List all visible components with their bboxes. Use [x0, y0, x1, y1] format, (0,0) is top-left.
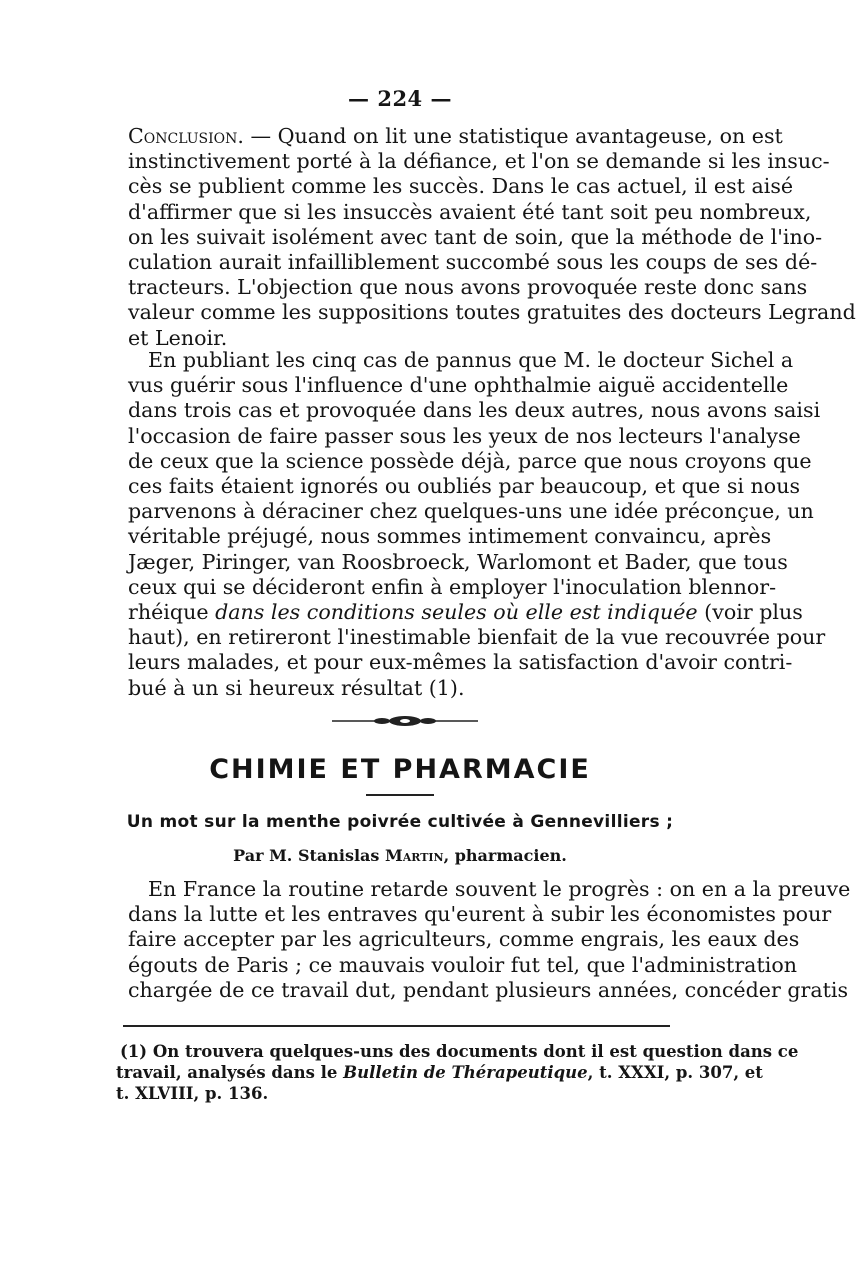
paragraph-line: dans trois cas et provoquée dans les deux autres, nous avons saisi — [128, 398, 821, 423]
pannus-paragraph — [128, 348, 826, 701]
paragraph-line: parvenons à déraciner chez quelques-uns une idée préconçue, un — [128, 499, 814, 524]
author-name: Martin — [385, 846, 444, 865]
paragraph-line: Conclusion. — Quand on lit une statistique avantageuse, on est — [128, 124, 783, 148]
paragraph-line: bué à un si heureux résultat (1). — [128, 675, 465, 700]
journal-title: Bulletin de Thérapeutique — [343, 1063, 588, 1082]
paragraph-line: chargée de ce travail dut, pendant plusieurs années, concéder gratis — [128, 977, 849, 1002]
paragraph-line: de ceux que la science possède déjà, parce que nous croyons que — [128, 448, 812, 473]
paragraph-line: rhéique dans les conditions seules où elle est indiquée (voir plus — [128, 600, 803, 625]
paragraph-line: culation aurait infailliblement succombé sous les coups de ses dé- — [128, 250, 818, 275]
article-title: Un mot sur la menthe poivrée cultivée à Gennevilliers ; — [126, 812, 674, 832]
paragraph-line: instinctivement porté à la défiance, et l'on se demande si les insuc- — [128, 149, 830, 174]
footnote — [116, 1041, 799, 1104]
italic-phrase: dans les conditions seules où elle est indiquée — [215, 600, 698, 625]
conclusion-paragraph — [128, 124, 856, 351]
footnote-divider — [123, 1025, 670, 1027]
paragraph-line: En publiant les cinq cas de pannus que M. le docteur Sichel a — [148, 348, 794, 372]
paragraph-line: valeur comme les suppositions toutes gratuites des docteurs Legrand — [128, 300, 856, 325]
paragraph-line: égouts de Paris ; ce mauvais vouloir fut tel, que l'administration — [128, 952, 797, 977]
menthe-paragraph — [128, 877, 851, 1003]
paragraph-line: l'occasion de faire passer sous les yeux de nos lecteurs l'analyse — [128, 423, 801, 448]
paragraph-line: ceux qui se décideront enfin à employer l'inoculation blennor- — [128, 574, 777, 599]
paragraph-line: ces faits étaient ignorés ou oubliés par beaucoup, et que si nous — [128, 474, 801, 499]
page-number: — 224 — — [348, 86, 452, 111]
paragraph-line: on les suivait isolément avec tant de soin, que la méthode de l'ino- — [128, 224, 823, 249]
conclusion-heading: Conclusion. — [128, 124, 244, 148]
footnote-line: t. XLVIII, p. 136. — [116, 1084, 269, 1103]
paragraph-line: et Lenoir. — [128, 325, 228, 350]
section-title: CHIMIE ET PHARMACIE — [209, 754, 591, 785]
paragraph-line: cès se publient comme les succès. Dans le cas actuel, il est aisé — [128, 174, 794, 199]
paragraph-line: véritable préjugé, nous sommes intimement convaincu, après — [128, 524, 772, 549]
paragraph-line: vus guérir sous l'influence d'une ophthalmie aiguë accidentelle — [128, 373, 789, 398]
paragraph-line: Jæger, Piringer, van Roosbroeck, Warlomont et Bader, que tous — [128, 549, 788, 574]
paragraph-line: leurs malades, et pour eux-mêmes la satisfaction d'avoir contri- — [128, 650, 793, 675]
paragraph-line: tracteurs. L'objection que nous avons provoquée reste donc sans — [128, 275, 808, 300]
footnote-line: (1) On trouvera quelques-uns des documents dont il est question dans ce — [120, 1042, 799, 1061]
paragraph-line: faire accepter par les agriculteurs, comme engrais, les eaux des — [128, 927, 800, 952]
footnote-line: travail, analysés dans le Bulletin de Thérapeutique, t. XXXI, p. 307, et — [116, 1063, 763, 1082]
paragraph-line: haut), en retireront l'inestimable bienfait de la vue recouvrée pour — [128, 625, 826, 650]
paragraph-line: dans la lutte et les entraves qu'eurent à subir les économistes pour — [128, 902, 832, 927]
paragraph-line: d'affirmer que si les insuccès avaient été tant soit peu nombreux, — [128, 199, 812, 224]
ornamental-separator — [330, 714, 480, 728]
author-byline: Par M. Stanislas Martin, pharmacien. — [233, 846, 567, 865]
paragraph-line: En France la routine retarde souvent le progrès : on en a la preuve — [148, 877, 851, 901]
divider — [366, 794, 434, 796]
